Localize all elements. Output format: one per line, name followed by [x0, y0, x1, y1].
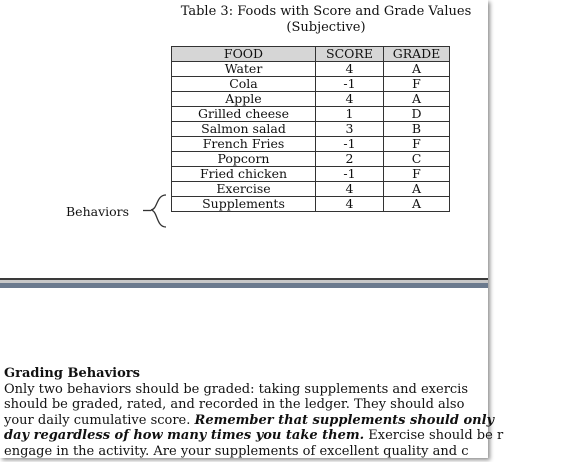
score-cell: 4	[316, 62, 384, 77]
score-cell: -1	[316, 167, 384, 182]
table-row	[172, 197, 450, 212]
emphasis-text: Remember that supplements should only	[194, 412, 495, 428]
grade-cell: A	[384, 182, 450, 197]
score-cell: -1	[316, 77, 384, 92]
table-row	[172, 62, 450, 77]
score-cell: -1	[316, 137, 384, 152]
header-food: FOOD	[172, 47, 316, 62]
caption-subtitle: (Subjective)	[286, 20, 366, 35]
grade-cell: C	[384, 152, 450, 167]
header-score: SCORE	[316, 47, 384, 62]
table-row	[172, 152, 450, 167]
table-row	[172, 137, 450, 152]
emphasis-text: day regardless of how many times you take them.	[4, 428, 365, 444]
score-cell: 1	[316, 107, 384, 122]
score-cell: 2	[316, 152, 384, 167]
behaviors-label: Behaviors	[66, 204, 130, 219]
grade-cell: F	[384, 77, 450, 92]
score-cell: 4	[316, 92, 384, 107]
page-break-divider	[0, 278, 488, 288]
grading-behaviors-section	[4, 366, 564, 460]
table-row	[172, 182, 450, 197]
paragraph-line: should be graded, rated, and recorded in the ledger. They should also	[4, 397, 465, 413]
table-header-row	[172, 47, 450, 62]
grade-cell: D	[384, 107, 450, 122]
food-cell: Salmon salad	[172, 122, 316, 137]
grade-cell: A	[384, 92, 450, 107]
table-row	[172, 92, 450, 107]
grade-cell: A	[384, 197, 450, 212]
score-cell: 4	[316, 182, 384, 197]
score-cell: 4	[316, 197, 384, 212]
grade-cell: A	[384, 62, 450, 77]
food-cell: Exercise	[172, 182, 316, 197]
food-cell: Supplements	[172, 197, 316, 212]
table-row	[172, 77, 450, 92]
table-row	[172, 167, 450, 182]
grade-cell: B	[384, 122, 450, 137]
curly-brace-icon	[138, 194, 168, 228]
caption-title: Table 3: Foods with Score and Grade Values	[180, 4, 472, 19]
section-heading: Grading Behaviors	[4, 366, 140, 381]
food-cell: French Fries	[172, 137, 316, 152]
paragraph-line: Only two behaviors should be graded: taking supplements and exercis	[4, 381, 469, 397]
paragraph-line: engage in the activity. Are your supplements of excellent quality and c	[4, 443, 469, 459]
header-grade: GRADE	[384, 47, 450, 62]
table-row	[172, 107, 450, 122]
grade-cell: F	[384, 137, 450, 152]
food-cell: Water	[172, 62, 316, 77]
foods-table	[171, 46, 450, 212]
paragraph-text: Exercise should be r	[364, 428, 504, 444]
food-cell: Fried chicken	[172, 167, 316, 182]
food-cell: Apple	[172, 92, 316, 107]
paragraph-line	[4, 428, 564, 444]
grade-cell: F	[384, 167, 450, 182]
table-row	[172, 122, 450, 137]
food-cell: Grilled cheese	[172, 107, 316, 122]
food-cell: Cola	[172, 77, 316, 92]
paragraph-text: your daily cumulative score.	[4, 412, 195, 428]
paragraph-line	[4, 413, 564, 429]
food-cell: Popcorn	[172, 152, 316, 167]
table-caption	[166, 4, 486, 36]
score-cell: 3	[316, 122, 384, 137]
